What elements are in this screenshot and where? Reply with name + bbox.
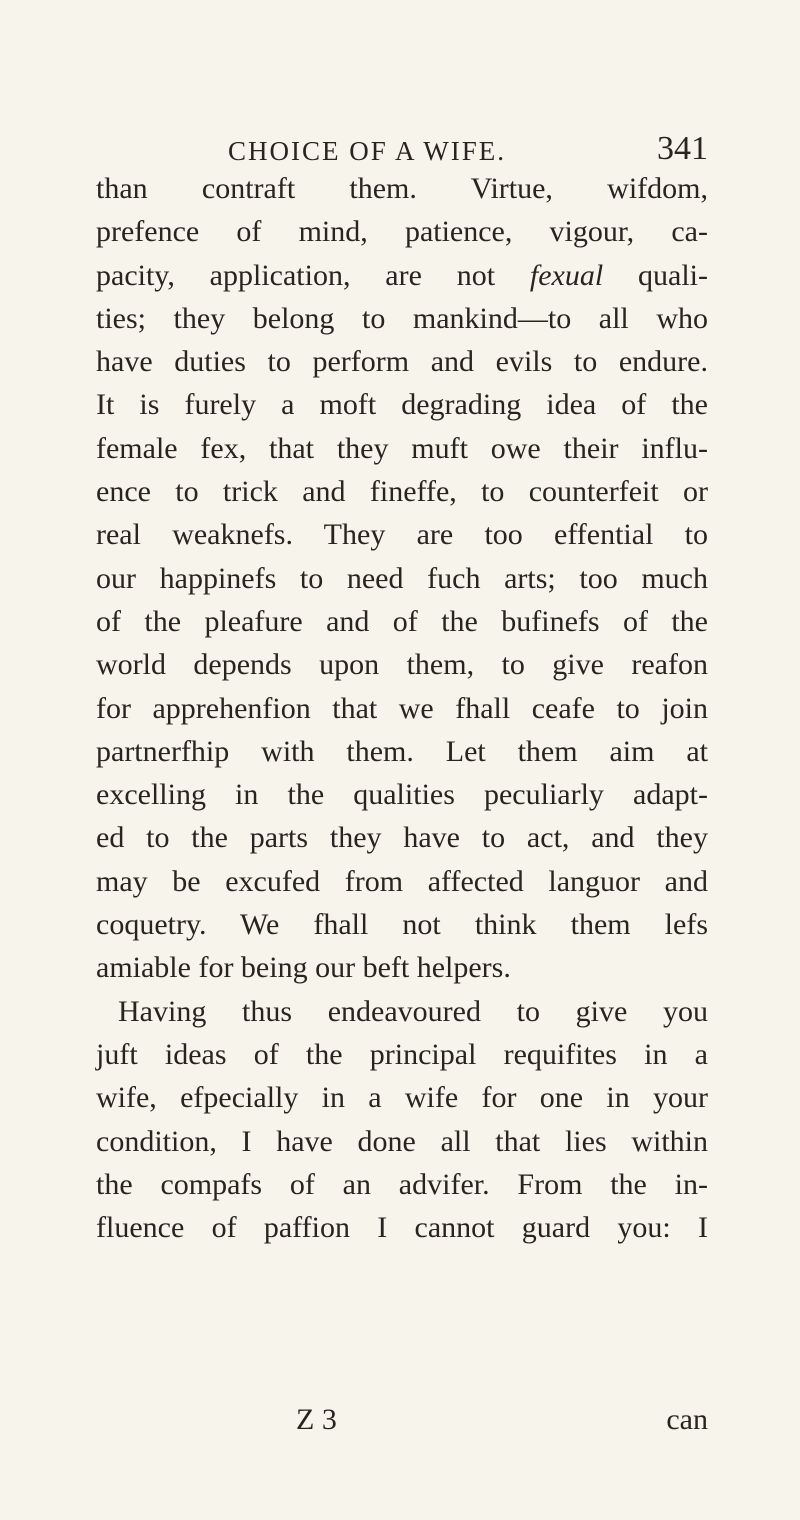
text-line xyxy=(96,1206,708,1249)
text-segment: wife, efpecially in a wife for one in your xyxy=(96,1081,708,1115)
catchword: can xyxy=(666,1403,708,1436)
text-line xyxy=(96,1163,708,1206)
text-segment: for apprehenfion that we fhall ceafe to join xyxy=(96,691,708,725)
text-line xyxy=(96,816,708,859)
text-segment: our happinefs to need fuch arts; too much xyxy=(96,561,708,595)
text-line xyxy=(96,1033,708,1076)
text-line xyxy=(96,210,708,253)
text-segment: condition, I have done all that lies within xyxy=(96,1124,708,1158)
text-segment: Having thus endeavoured to give you xyxy=(118,994,708,1028)
text-line xyxy=(96,254,708,297)
text-line xyxy=(96,903,708,946)
text-segment: fluence of paffion I cannot guard you: I xyxy=(96,1211,708,1245)
text-segment: prefence of mind, patience, vigour, ca- xyxy=(96,215,708,249)
page-number: 341 xyxy=(657,130,708,167)
page-footer xyxy=(96,1403,708,1453)
text-line xyxy=(96,513,708,556)
text-line xyxy=(96,340,708,383)
text-line xyxy=(96,470,708,513)
text-segment: than contraft them. Virtue, wifdom, xyxy=(96,172,708,205)
text-line xyxy=(96,730,708,773)
text-line xyxy=(96,557,708,600)
signature-mark: Z 3 xyxy=(296,1403,337,1436)
text-line xyxy=(96,773,708,816)
text-segment: of the pleafure and of the bufinefs of the xyxy=(96,604,708,638)
text-line xyxy=(96,990,708,1033)
text-line xyxy=(96,687,708,730)
text-segment: pacity, application, are not xyxy=(96,258,530,292)
text-line xyxy=(96,1120,708,1163)
text-segment: female fex, that they muft owe their influ- xyxy=(96,431,708,465)
text-line xyxy=(96,297,708,340)
text-segment: real weaknefs. They are too effential to xyxy=(96,518,708,552)
text-line xyxy=(96,643,708,686)
text-segment: excelling in the qualities peculiarly adapt- xyxy=(96,778,708,812)
text-segment: juft ideas of the principal requifites in a xyxy=(96,1037,708,1071)
text-segment: ence to trick and fineffe, to counterfeit or xyxy=(96,475,708,509)
text-segment: It is furely a moft degrading idea of the xyxy=(96,388,708,422)
text-segment: world depends upon them, to give reafon xyxy=(96,648,708,682)
body-text xyxy=(96,167,708,1249)
text-line xyxy=(96,427,708,470)
text-segment: amiable for being our beft helpers. xyxy=(96,951,511,985)
text-line xyxy=(96,167,708,210)
text-line xyxy=(96,1076,708,1119)
text-segment: coquetry. We fhall not think them lefs xyxy=(96,908,708,942)
text-line xyxy=(96,383,708,426)
text-segment: quali- xyxy=(603,258,708,292)
running-head: CHOICE OF A WIFE. xyxy=(228,136,507,166)
text-line xyxy=(96,946,708,989)
text-segment: partnerfhip with them. Let them aim at xyxy=(96,734,708,768)
text-segment: may be excufed from affected languor and xyxy=(96,864,708,898)
text-line xyxy=(96,600,708,643)
text-segment: ed to the parts they have to act, and they xyxy=(96,821,708,855)
italic-word: fexual xyxy=(529,258,604,292)
text-line xyxy=(96,860,708,903)
text-segment: have duties to perform and evils to endure. xyxy=(96,345,708,379)
text-segment: the compafs of an advifer. From the in- xyxy=(96,1167,708,1201)
text-segment: ties; they belong to mankind—to all who xyxy=(96,301,708,335)
